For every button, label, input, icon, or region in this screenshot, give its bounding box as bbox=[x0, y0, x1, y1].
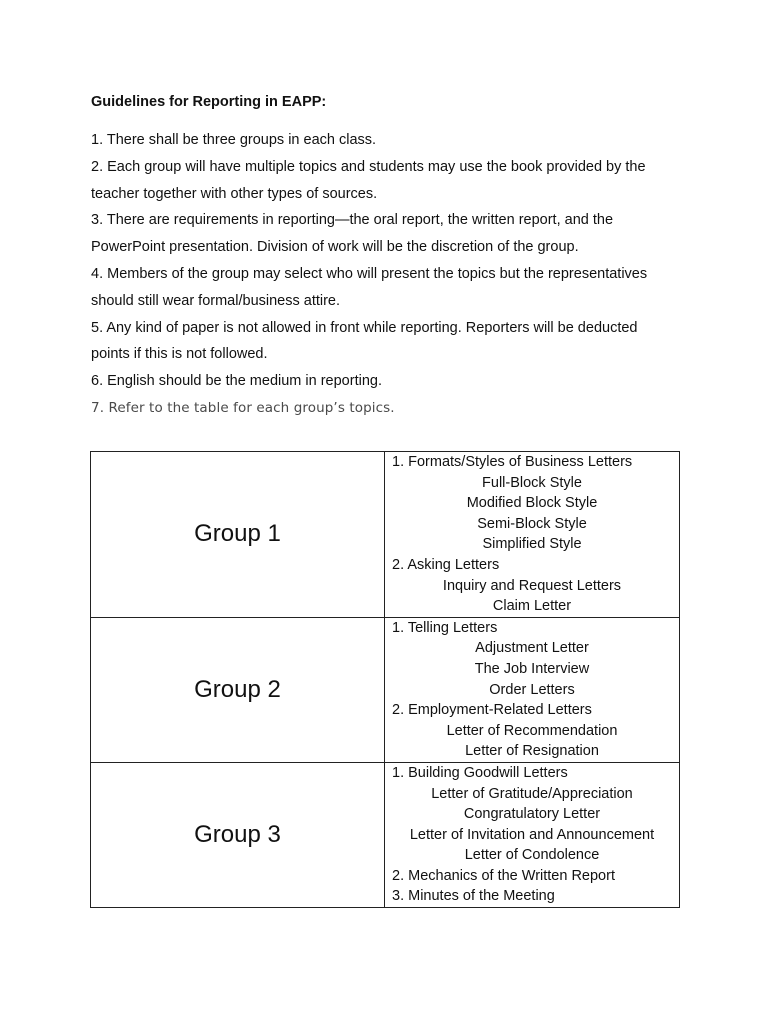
group-topics-table bbox=[90, 451, 680, 908]
topics-cell bbox=[385, 617, 680, 762]
guideline-line: 2. Each group will have multiple topics and students may use the book provided by the bbox=[91, 158, 646, 175]
topic-heading: 1. Telling Letters bbox=[392, 619, 498, 636]
document-title: Guidelines for Reporting in EAPP: bbox=[91, 94, 327, 110]
topic-heading: 2. Mechanics of the Written Report bbox=[392, 867, 615, 884]
guideline-line: 5. Any kind of paper is not allowed in front while reporting. Reporters will be deducted bbox=[91, 319, 638, 336]
guideline-line: 6. English should be the medium in reporting. bbox=[91, 373, 382, 390]
table-row bbox=[91, 617, 680, 762]
topic-item: Letter of Invitation and Announcement bbox=[409, 826, 655, 843]
topic-item: Inquiry and Request Letters bbox=[442, 577, 622, 594]
guideline-line: 7. Refer to the table for each group’s topics. bbox=[91, 399, 395, 416]
topics-cell bbox=[385, 762, 680, 907]
group-name-cell: Group 3 bbox=[91, 762, 385, 907]
guideline-line: 4. Members of the group may select who will present the topics but the representatives bbox=[91, 265, 648, 282]
topic-item: Letter of Resignation bbox=[465, 743, 599, 760]
table-row bbox=[91, 452, 680, 618]
topic-item: Full-Block Style bbox=[482, 474, 582, 491]
guideline-line: teacher together with other types of sources. bbox=[91, 185, 378, 202]
topic-heading: 1. Formats/Styles of Business Letters bbox=[392, 454, 633, 470]
topics-cell bbox=[385, 452, 680, 618]
topic-item: Letter of Recommendation bbox=[446, 722, 618, 739]
topic-heading: 3. Minutes of the Meeting bbox=[392, 888, 555, 905]
guideline-line: PowerPoint presentation. Division of work will be the discretion of the group. bbox=[91, 239, 579, 256]
topic-item: Modified Block Style bbox=[466, 495, 598, 512]
topic-item: Order Letters bbox=[489, 681, 575, 698]
guideline-line: points if this is not followed. bbox=[91, 346, 268, 363]
topic-item: Semi-Block Style bbox=[477, 515, 587, 532]
topic-item: Congratulatory Letter bbox=[463, 806, 601, 823]
topic-item: Claim Letter bbox=[492, 598, 572, 615]
topic-heading: 1. Building Goodwill Letters bbox=[392, 764, 568, 781]
guidelines-list bbox=[91, 127, 691, 422]
topic-item: Letter of Condolence bbox=[464, 847, 600, 864]
guideline-line: 3. There are requirements in reporting—the oral report, the written report, and the bbox=[91, 212, 614, 229]
guideline-line: 1. There shall be three groups in each class. bbox=[91, 132, 377, 148]
table-row bbox=[91, 762, 680, 907]
guideline-line: should still wear formal/business attire. bbox=[91, 292, 341, 309]
topic-item: Adjustment Letter bbox=[475, 640, 589, 657]
topic-heading: 2. Asking Letters bbox=[392, 556, 500, 573]
topic-item: Letter of Gratitude/Appreciation bbox=[431, 785, 633, 802]
topic-item: Simplified Style bbox=[482, 536, 582, 553]
group-name-cell: Group 1 bbox=[91, 452, 385, 618]
topic-item: The Job Interview bbox=[474, 660, 590, 677]
topic-heading: 2. Employment-Related Letters bbox=[392, 702, 592, 719]
group-name-cell: Group 2 bbox=[91, 617, 385, 762]
